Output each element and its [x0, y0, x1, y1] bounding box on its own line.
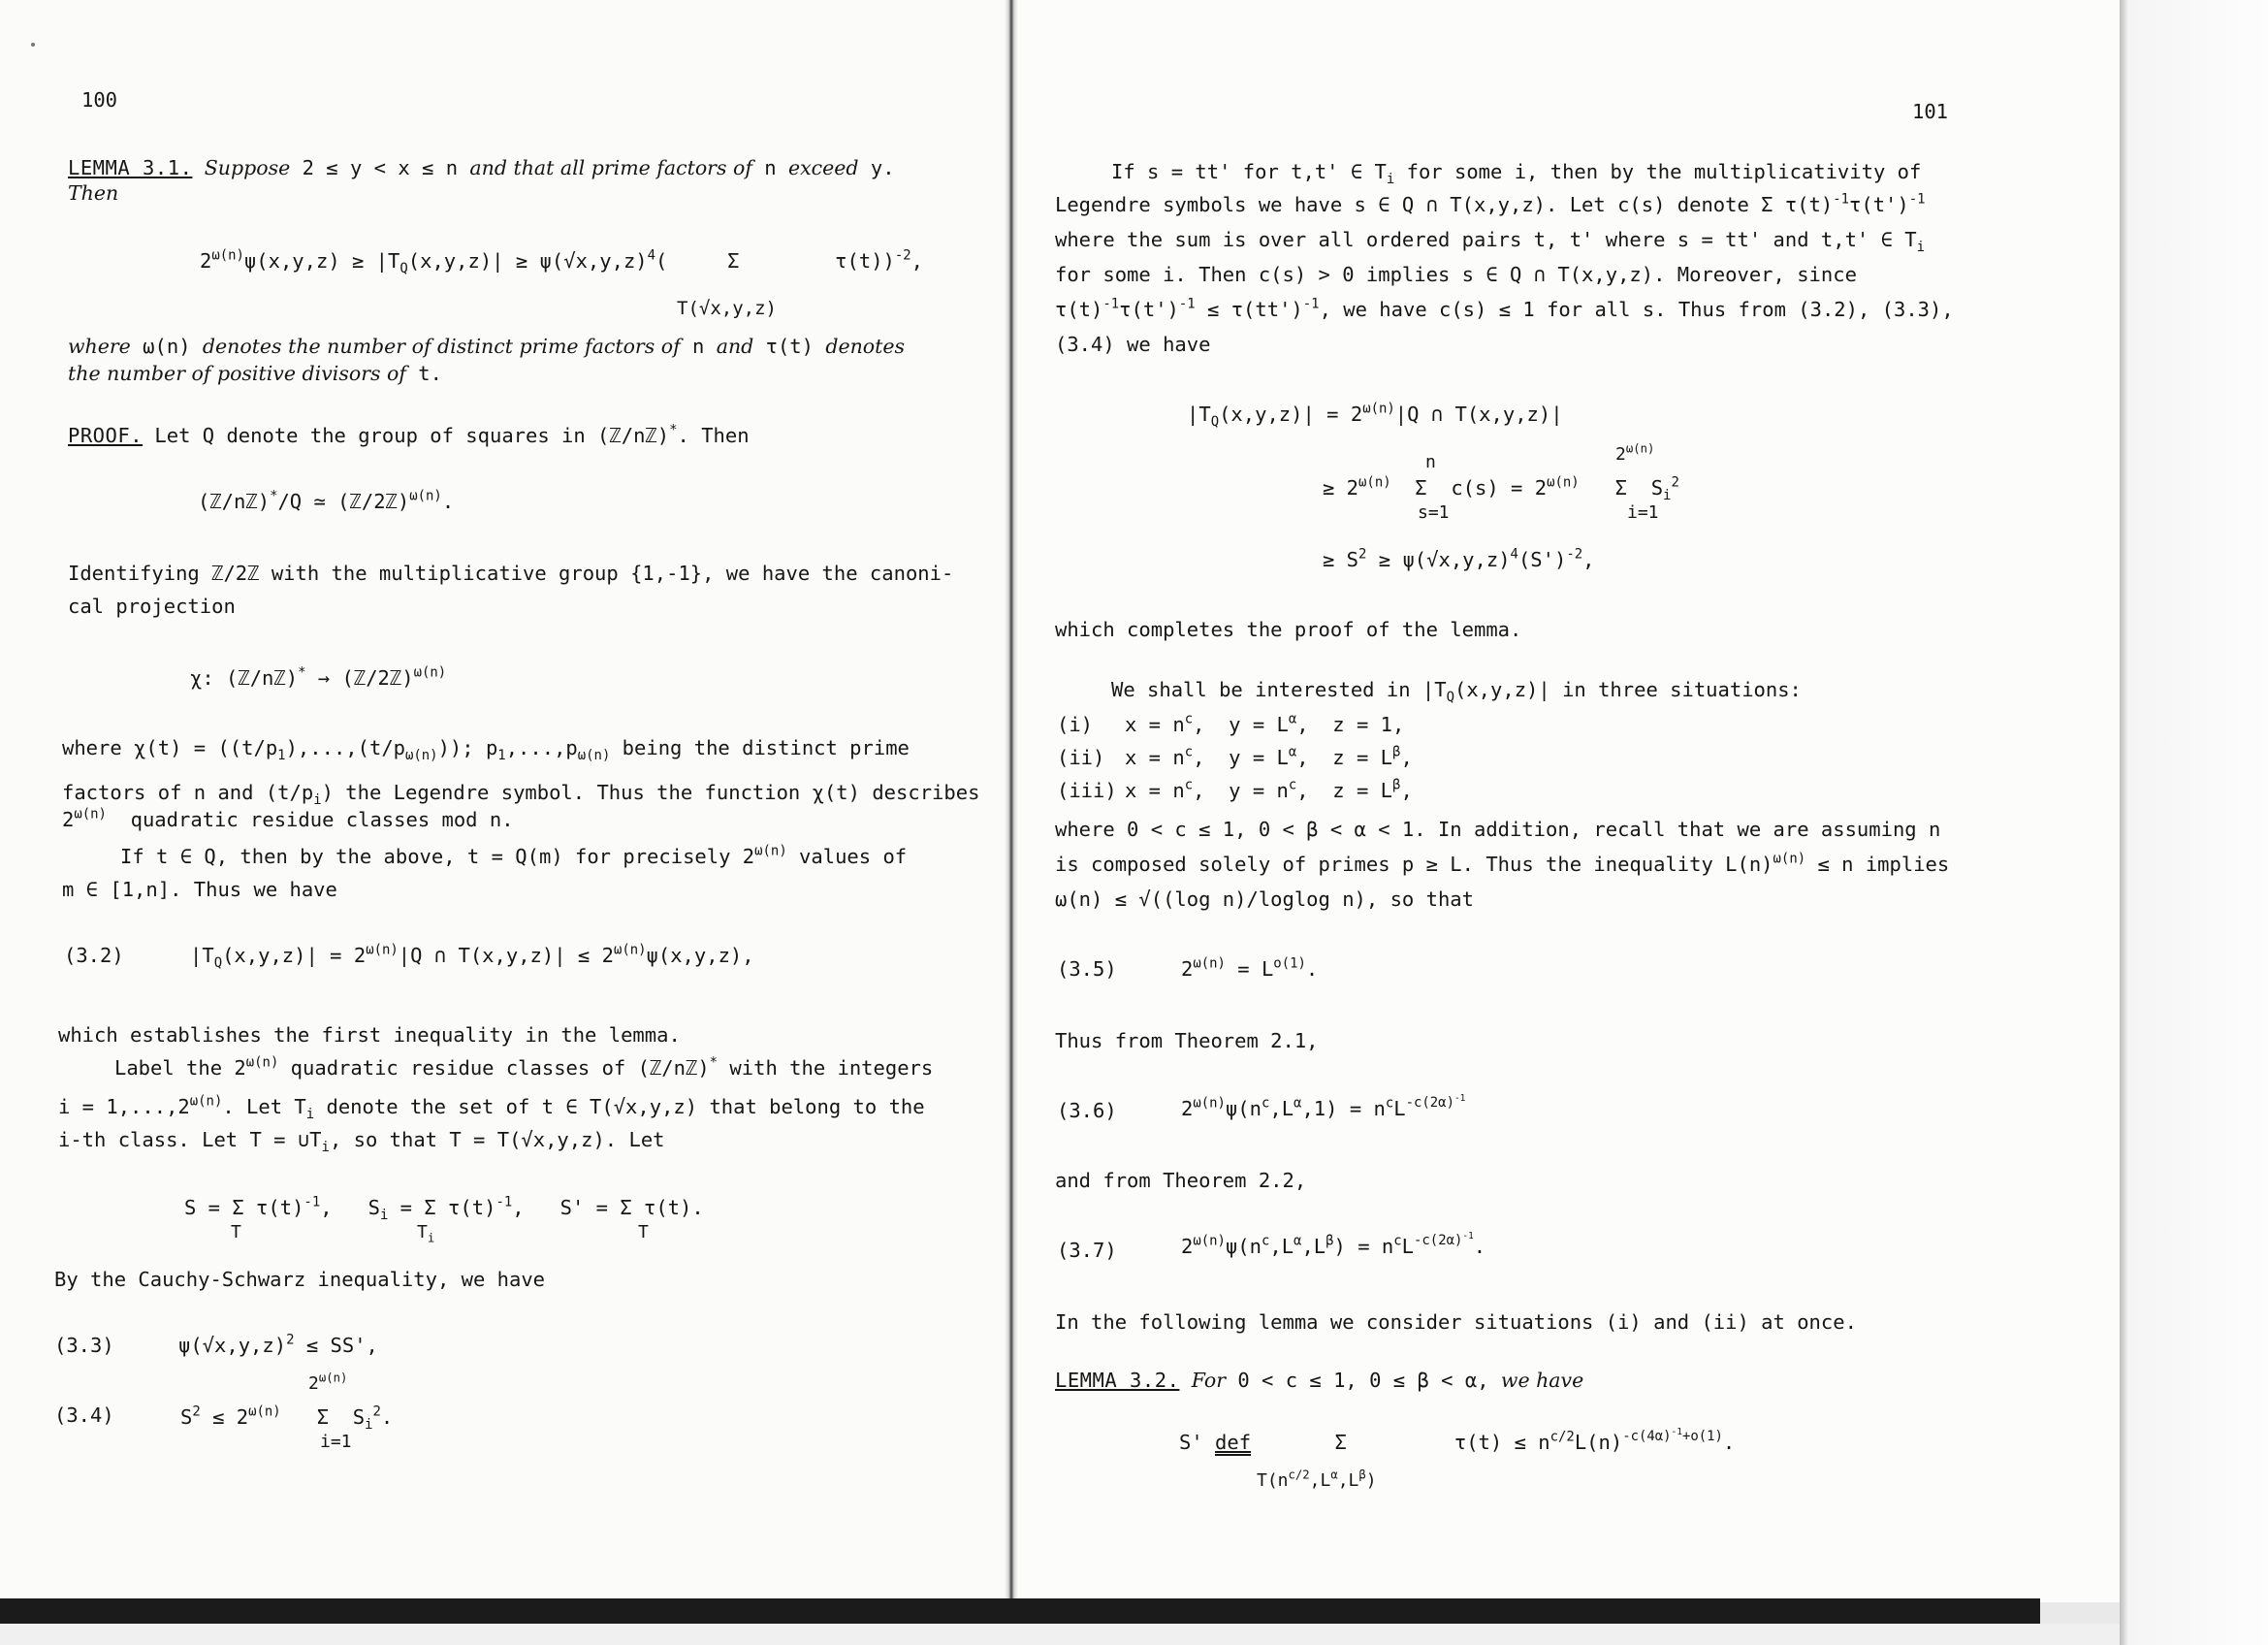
case-ii: $x = n^c$, $y = L^\alpha$, $z = L^\beta$, — [1125, 744, 1413, 769]
identify-line1: Identifying ℤ/2ℤ with the multiplicative group {1,-1}, we have the canoni- — [68, 562, 954, 585]
lemma-3-2-label: LEMMA 3.2. — [1055, 1369, 1180, 1392]
where-c-line1: where 0 < c ≤ 1, 0 < β < α < 1. In addition, recall that we are assuming n — [1055, 818, 1941, 841]
eq-3-4-upper-limit: $2^{\omega(n)}$ — [308, 1371, 348, 1394]
case-i-label: (i) — [1057, 713, 1094, 736]
lemma-3-1-sum-index: T(√x,y,z) — [677, 298, 777, 319]
para1-line1: If s = tt' for t,t' ∈ $T_i$ for some i, then by the multiplicativity of — [1111, 160, 1922, 187]
identify-line2: cal projection — [68, 595, 236, 618]
page-number-right: 101 — [1912, 100, 1949, 123]
where-c-line3: ω(n) ≤ √((log n)/loglog n), so that — [1055, 887, 1474, 911]
eq-3-5: $2^{\omega(n)} = L^{o(1)}$. — [1181, 955, 1319, 981]
proof-first-line: PROOF. Let Q denote the group of squares in (ℤ/nℤ)*. Then — [68, 422, 750, 447]
if-t-line2: m ∈ [1,n]. Thus we have — [62, 878, 337, 901]
if-t-line1: If t ∈ Q, then by the above, t = Q(m) for precisely $2^{\omega(n)}$ values of — [120, 843, 908, 868]
case-i: $x = n^c$, $y = L^\alpha$, z = 1, — [1125, 711, 1405, 736]
para1-line5: $\tau(t)^{-1}\tau(t')^{-1} \le \tau(tt')^{-1}$, we have c(s) ≤ 1 for all s. Thus from (3.2), (3.3), — [1055, 296, 1954, 321]
eq-3-7-label: (3.7) — [1057, 1239, 1117, 1262]
chi-definition-line1: where $\chi(t) = ((t/p_1),...,(t/p_{\omega(n)}))$; $p_1,...,p_{\omega(n)}$ being the distinct prime — [62, 736, 910, 763]
equation-quotient: (ℤ/nℤ)*/Q ≃ (ℤ/2ℤ)$^{\omega(n)}$. — [198, 488, 455, 513]
chain-sum1-lower: s=1 — [1418, 502, 1450, 523]
eq-3-7: $2^{\omega(n)}\psi(n^c,L^\alpha,L^\beta) = n^cL^{-c(2\alpha)^{-1}}$. — [1181, 1231, 1486, 1258]
completes-line: which completes the proof of the lemma. — [1055, 618, 1522, 641]
theorem-2-2-line: and from Theorem 2.2, — [1055, 1169, 1307, 1192]
Si-sum-index: $T_i$ — [417, 1222, 435, 1245]
label-classes-line1: Label the $2^{\omega(n)}$ quadratic residue classes of (ℤ/nℤ)* with the integers — [114, 1054, 934, 1080]
scan-speck — [31, 43, 35, 47]
lemma-3-2-sum-index: $T(n^{c/2},L^\alpha,L^\beta)$ — [1257, 1468, 1377, 1491]
para1-line2: Legendre symbols we have s ∈ Q ∩ T(x,y,z). Let c(s) denote Σ $\tau(t)^{-1}\tau(t')^{-1}$ — [1055, 191, 1926, 216]
lemma-3-1-then: Then — [68, 181, 119, 205]
chain-sum2-lower: i=1 — [1627, 502, 1659, 523]
eq-3-3: $\psi(√x,y,z)^2 \le SS'$, — [178, 1332, 378, 1357]
scan-margin — [2120, 0, 2268, 1645]
chain-line3: ≥ $S^2 \ge \psi(√x,y,z)^4(S')^{-2}$, — [1323, 546, 1595, 571]
eq-3-4: $S^2 \le 2^{\omega(n)}$ Σ $S_i^2$. — [180, 1403, 394, 1433]
lemma-3-2-equation: S' def Σ $\tau(t) \le n^{c/2}L(n)^{-c(4\alpha)^{-1}+o(1)}$. — [1179, 1427, 1736, 1454]
chain-line2: ≥ $2^{\omega(n)}$ Σ $c(s) = 2^{\omega(n)}$ Σ $S_i^2$ — [1323, 474, 1679, 503]
chain-line1: $|T_Q(x,y,z)| = 2^{\omega(n)}|Q$ ∩ T(x,y,z)| — [1187, 401, 1563, 430]
Sprime-sum-index: T — [638, 1222, 649, 1242]
scan-bottom-strip — [0, 1624, 2120, 1645]
chi-definition-line3: $2^{\omega(n)}$ quadratic residue classes mod n. — [62, 806, 514, 831]
establishes-line: which establishes the first inequality in the lemma. — [58, 1023, 681, 1047]
label-classes-line3: i-th class. Let $T = \cup T_i$, so that T = T(√x,y,z). Let — [58, 1128, 665, 1155]
theorem-2-1-line: Thus from Theorem 2.1, — [1055, 1029, 1319, 1052]
para1-line3: where the sum is over all ordered pairs t, t' where s = tt' and t,t' ∈ $T_i$ — [1055, 228, 1926, 255]
interested-line: We shall be interested in $|T_Q(x,y,z)|$ in three situations: — [1111, 678, 1802, 705]
eq-3-3-label: (3.3) — [54, 1334, 114, 1357]
eq-3-4-label: (3.4) — [54, 1403, 114, 1427]
chi-definition-line2: factors of n and $(t/p_i)$ the Legendre symbol. Thus the function χ(t) describes — [62, 781, 980, 808]
lemma-3-1-statement: LEMMA 3.1. Suppose 2 ≤ y < x ≤ n and that all prime factors of n exceed y. — [68, 156, 895, 179]
para1-line4: for some i. Then c(s) > 0 implies s ∈ Q ∩ T(x,y,z). Moreover, since — [1055, 263, 1857, 286]
case-iii-label: (iii) — [1057, 779, 1117, 802]
following-lemma-line: In the following lemma we consider situations (i) and (ii) at once. — [1055, 1310, 1857, 1334]
lemma-3-1-where-line2: the number of positive divisors of t. — [68, 362, 442, 385]
chain-sum2-upper: $2^{\omega(n)}$ — [1615, 441, 1655, 465]
para1-line6: (3.4) we have — [1055, 333, 1211, 356]
lemma-3-1-label: LEMMA 3.1. — [68, 156, 193, 179]
eq-3-5-label: (3.5) — [1057, 957, 1117, 981]
lemma-3-2-statement: LEMMA 3.2. For 0 < c ≤ 1, 0 ≤ β < α, we have — [1055, 1369, 1584, 1392]
eq-3-2: $|T_Q(x,y,z)| = 2^{\omega(n)}|Q$ ∩ $T(x,y,z)| \le 2^{\omega(n)}\psi(x,y,z)$, — [190, 942, 754, 971]
eq-3-6: $2^{\omega(n)}\psi(n^c,L^\alpha,1) = n^cL^{-c(2\alpha)^{-1}}$ — [1181, 1093, 1466, 1120]
eq-3-6-label: (3.6) — [1057, 1099, 1117, 1122]
lemma-3-1-equation: $2^{\omega(n)}\psi(x,y,z) \ge |T_Q(x,y,z)| \ge \psi(√x,y,z)^4$( Σ τ(t))$^{-2}$, — [200, 247, 924, 276]
book-gutter — [1005, 0, 1018, 1602]
case-iii: $x = n^c$, $y = n^c$, $z = L^\beta$, — [1125, 777, 1413, 802]
equation-chi: χ: (ℤ/nℤ)* → (ℤ/2ℤ)$^{\omega(n)}$ — [190, 664, 447, 690]
case-ii-label: (ii) — [1057, 746, 1105, 769]
eq-3-4-lower-limit: i=1 — [320, 1432, 352, 1452]
equation-S-definitions: S = Σ $\tau(t)^{-1}$, $S_i = \Sigma$ $\tau(t)^{-1}$, S' = Σ τ(t). — [184, 1194, 704, 1223]
cauchy-schwarz-line: By the Cauchy-Schwarz inequality, we have — [54, 1268, 546, 1291]
page-number-left: 100 — [81, 88, 118, 112]
S-sum-index: T — [231, 1222, 241, 1242]
chain-sum1-upper: n — [1425, 452, 1436, 472]
label-classes-line2: $i = 1,...,2^{\omega(n)}$. Let $T_i$ denote the set of t ∈ T(√x,y,z) that belong to the — [58, 1093, 925, 1122]
lemma-3-1-where-line1: where ω(n) denotes the number of distinct prime factors of n and τ(t) denotes — [68, 335, 906, 358]
eq-3-2-label: (3.2) — [64, 944, 124, 967]
scan-bottom-shadow — [0, 1598, 2040, 1624]
where-c-line2: is composed solely of primes p ≥ L. Thus the inequality $L(n)^{\omega(n)} \le n$ implies — [1055, 851, 1950, 876]
proof-label: PROOF. — [68, 424, 144, 447]
